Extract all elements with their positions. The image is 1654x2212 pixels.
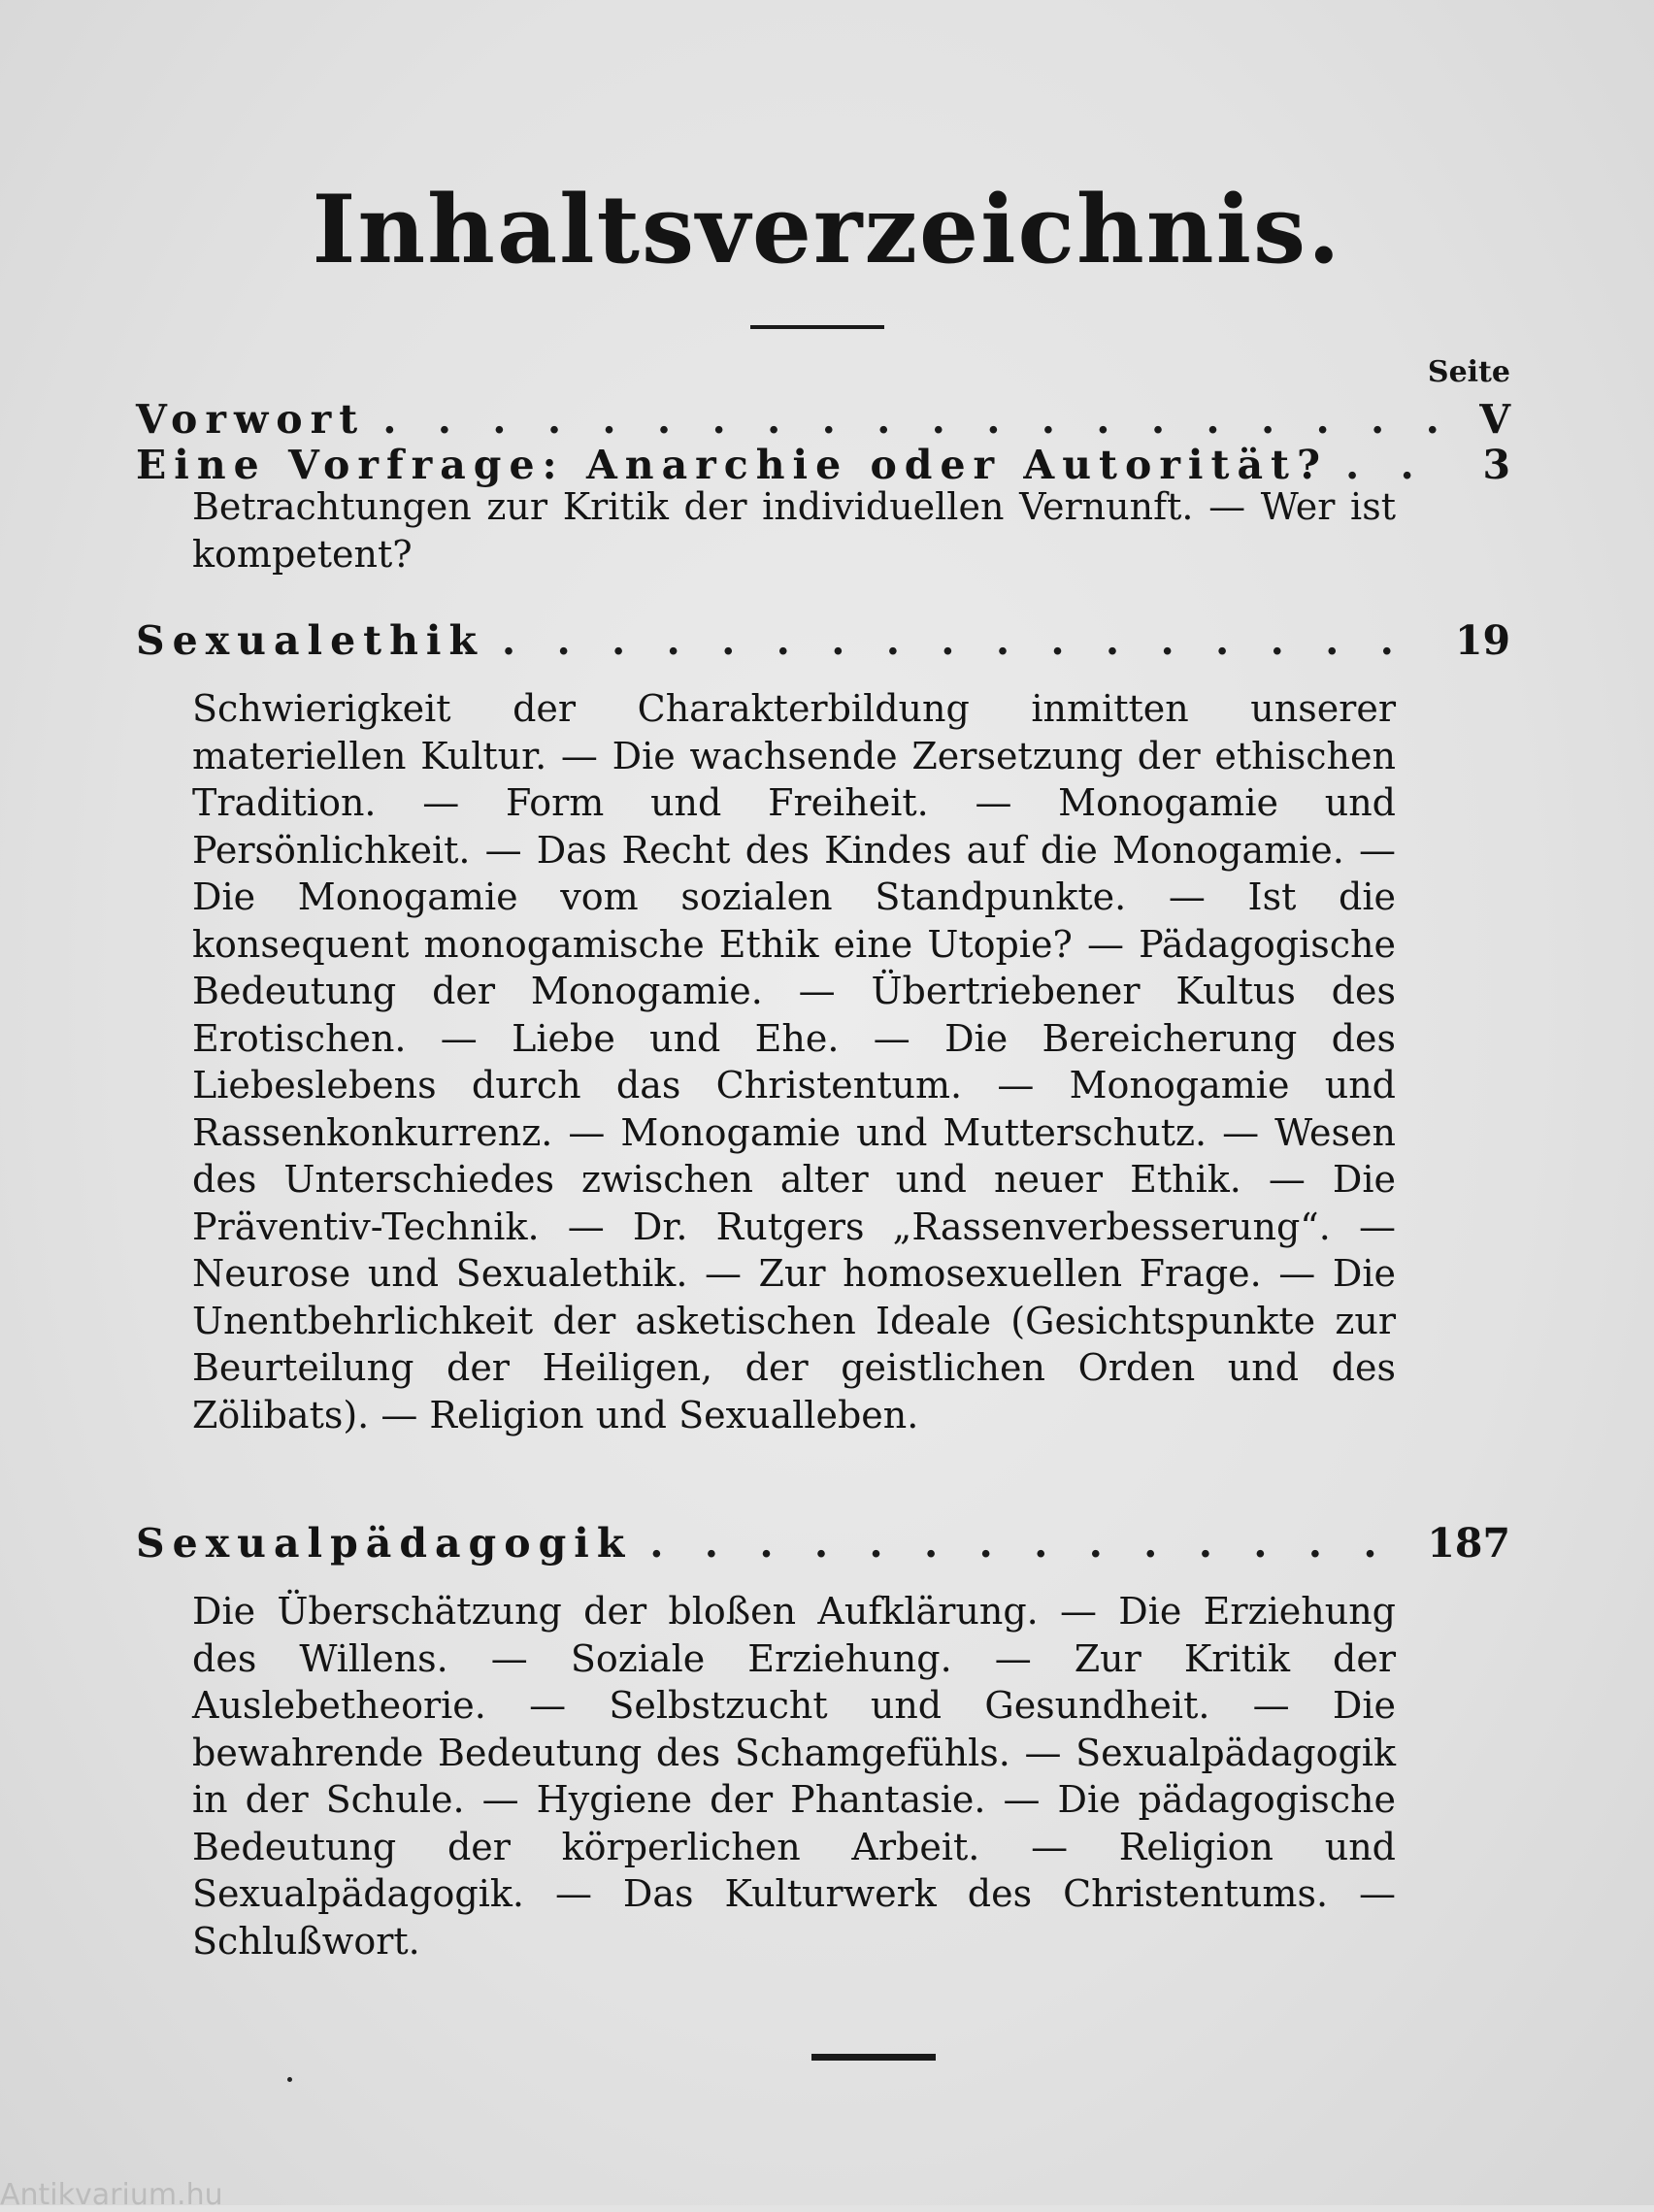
toc-page-number: V	[1479, 396, 1510, 443]
toc-heading: Vorwort	[136, 396, 366, 443]
toc-summary-sexualethik: Schwierigkeit der Charakterbildung inmitten unserer materiellen Kultur. — Die wachsende Zersetzung der ethischen Tradition. — Form und Freiheit. — Monogamie und Persönlichkeit. — Das Recht des Kindes auf die Monogamie. — Die Monogamie vom sozialen Standpunkte. — Ist die konsequent monogamische Ethik eine Utopie? — Pädagogische Bedeutung der Monogamie. — Übertriebener Kultus des Erotischen. — Liebe und Ehe. — Die Bereicherung des Liebeslebens durch das Christentum. — Monogamie und Rassenkonkurrenz. — Monogamie und Mutterschutz. — Wesen des Unterschiedes zwischen alter und neuer Ethik. — Die Präventiv-Technik. — Dr. Rutgers „Rassenverbesserung“. — Neurose und Sexualethik. — Zur homosexuellen Frage. — Die Unentbehrlichkeit der asketischen Ideale (Gesichtspunkte zur Beurteilung der Heiligen, der geistlichen Orden und des Zölibats). — Religion und Sexualleben.	[192, 687, 1396, 1436]
toc-entry-sexualpaedagogik	[136, 1520, 1510, 1567]
dot-leader	[382, 396, 1446, 443]
paper-speck	[287, 2077, 292, 2082]
page-column-label: Seite	[1427, 355, 1510, 389]
toc-page-number: 3	[1482, 442, 1510, 488]
toc-summary-sexualpaedagogik: Die Überschätzung der bloßen Aufklärung. — Die Erziehung des Willens. — Soziale Erziehung. — Zur Kritik der Auslebetheorie. — Selbstzucht und Gesundheit. — Die bewahrende Bedeutung des Schamgefühls. — Sexualpädagogik in der Schule. — Hygiene der Phantasie. — Die pädagogische Bedeutung der körperlichen Arbeit. — Religion und Sexualpädagogik. — Das Kulturwerk des Christentums. — Schlußwort.	[192, 1590, 1396, 1963]
toc-heading: Sexualethik	[136, 617, 484, 664]
toc-summary-vorfrage: Betrachtungen zur Kritik der individuellen Vernunft. — Wer ist kompetent?	[192, 485, 1396, 576]
toc-heading: Sexualpädagogik	[136, 1520, 633, 1567]
closing-divider	[811, 2054, 936, 2061]
page-title: Inhaltsverzeichnis.	[312, 175, 1342, 284]
dot-leader	[649, 1520, 1409, 1567]
toc-entry-vorfrage	[136, 442, 1510, 488]
toc-page-number: 187	[1427, 1520, 1510, 1567]
dot-leader	[1345, 442, 1446, 488]
toc-page-number: 19	[1454, 617, 1510, 664]
toc-heading: Eine Vorfrage: Anarchie oder Autorität?	[136, 442, 1328, 488]
watermark-text: Antikvarium.hu	[0, 2178, 223, 2212]
toc-entry-vorwort	[136, 396, 1510, 443]
toc-entry-sexualethik	[136, 617, 1510, 664]
dot-leader	[502, 617, 1438, 664]
title-divider	[750, 325, 884, 329]
